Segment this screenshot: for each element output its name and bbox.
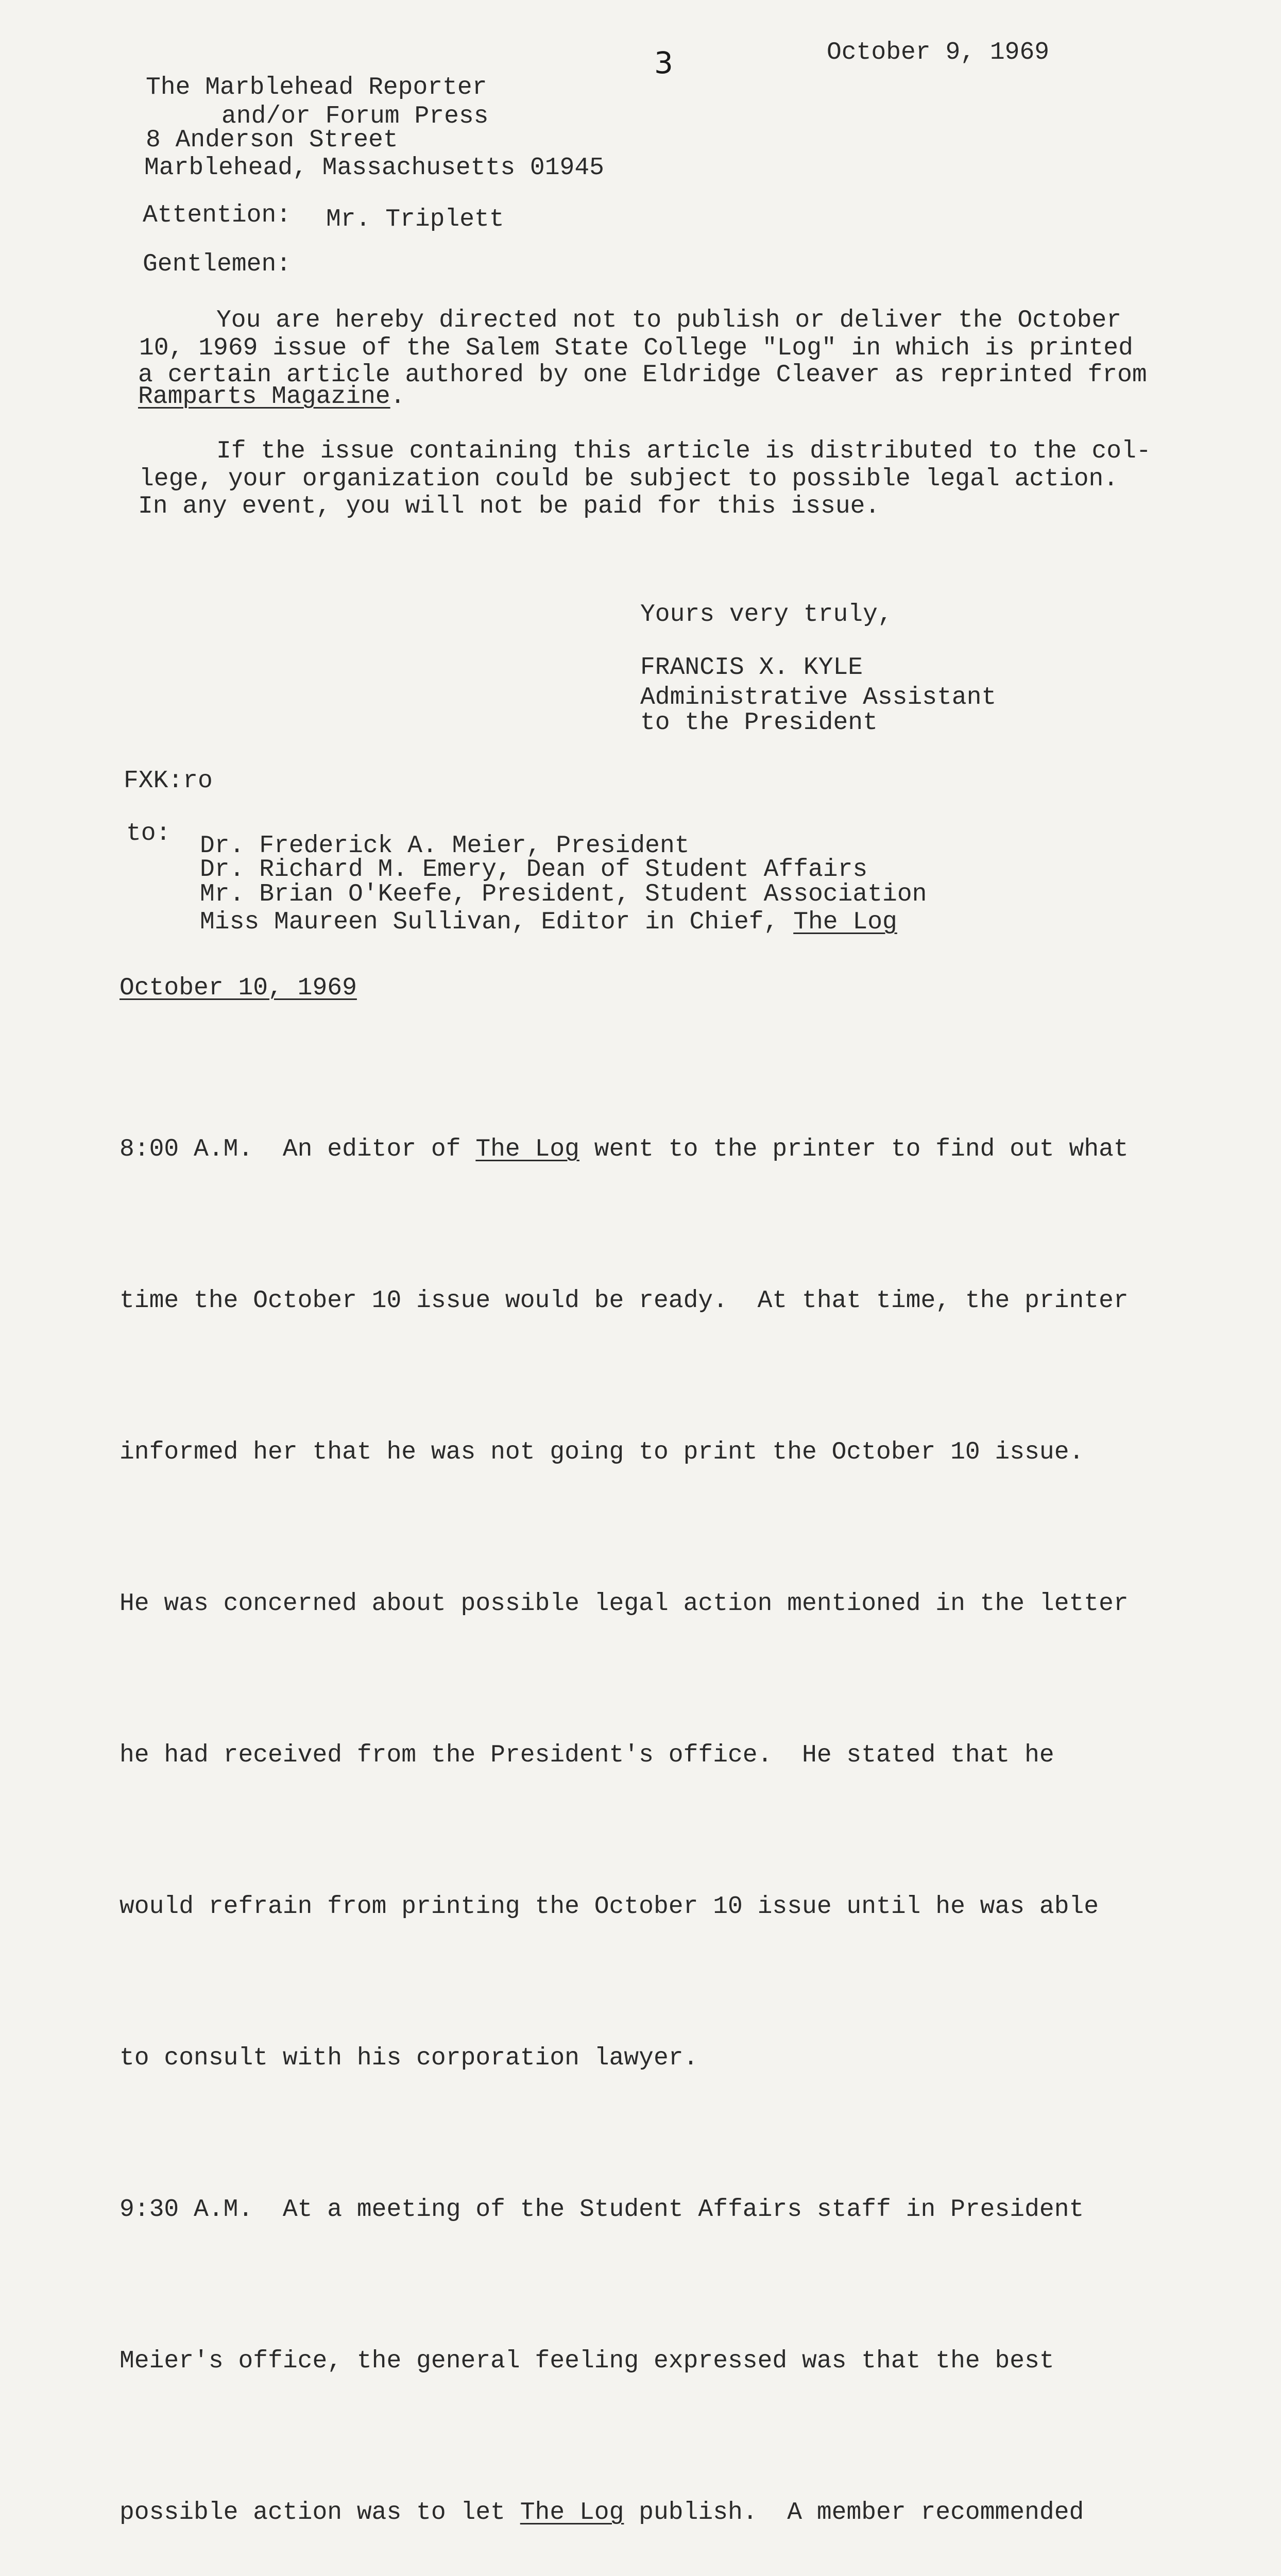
recipient-line-2: and/or Forum Press [221,103,489,130]
recipient-line-3: 8 Anderson Street [146,126,398,154]
signer-title-1: Administrative Assistant [640,684,997,711]
letter-date: October 9, 1969 [827,39,1050,66]
event-log-line-3: informed her that he was not going to print the October 10 issue. [119,1438,1084,1466]
the-log-title: The Log [520,2499,624,2527]
recipient-line-1: The Marblehead Reporter [146,74,487,101]
event-log-line-9: Meier's office, the general feeling expressed was that the best [119,2347,1054,2375]
event-log-line-8: 9:30 A.M. At a meeting of the Student Affairs staff in President [119,2196,1084,2224]
paragraph-2-line-1: If the issue containing this article is distributed to the col- [216,437,1151,465]
the-log-title: The Log [793,908,897,936]
cc-recipient-3: Mr. Brian O'Keefe, President, Student Association [200,880,927,908]
paragraph-2-line-3: In any event, you will not be paid for this issue. [138,493,880,520]
log-heading: October 10, 1969 [119,974,357,1002]
cc-recipient-1: Dr. Frederick A. Meier, President [200,832,690,860]
event-log-line-4: He was concerned about possible legal action mentioned in the letter [119,1590,1129,1618]
event-log-line-1: 8:00 A.M. An editor of The Log went to the printer to find out what [119,1136,1129,1163]
salutation: Gentlemen: [143,250,292,278]
paragraph-1-line-2: 10, 1969 issue of the Salem State College "Log" in which is printed [139,334,1133,362]
paragraph-2-line-2: lege, your organization could be subject to possible legal action. [139,465,1119,493]
closing: Yours very truly, [640,601,893,629]
the-log-title: The Log [475,1136,579,1163]
paragraph-1-line-1: You are hereby directed not to publish or deliver the October [216,307,1122,334]
event-log-line-5: he had received from the President's office. He stated that he [119,1741,1054,1769]
paragraph-1-line-3: a certain article authored by one Eldridge Cleaver as reprinted from [138,361,1147,389]
paragraph-1-line-4: Ramparts Magazine. [138,383,405,411]
signer-title-2: to the President [640,709,878,737]
event-log-line-10: possible action was to let The Log publish. A member recommended [119,2499,1084,2527]
event-log-line-7: to consult with his corporation lawyer. [119,2044,698,2072]
event-log-line-2: time the October 10 issue would be ready. At that time, the printer [119,1287,1129,1315]
ramparts-magazine-title: Ramparts Magazine [138,383,390,411]
cc-recipient-4: Miss Maureen Sullivan, Editor in Chief, The Log [200,908,897,936]
cc-recipient-2: Dr. Richard M. Emery, Dean of Student Affairs [200,856,868,884]
signer-name: FRANCIS X. KYLE [640,654,863,682]
event-log [119,1023,1191,2576]
attention-label: Attention: [143,201,292,229]
page-number: 3 [654,45,673,80]
initials: FXK:ro [124,767,213,795]
cc-label: to: [126,820,171,848]
attention-name: Mr. Triplett [326,206,504,233]
event-log-line-6: would refrain from printing the October 10 issue until he was able [119,1893,1099,1921]
recipient-line-4: Marblehead, Massachusetts 01945 [144,154,604,182]
